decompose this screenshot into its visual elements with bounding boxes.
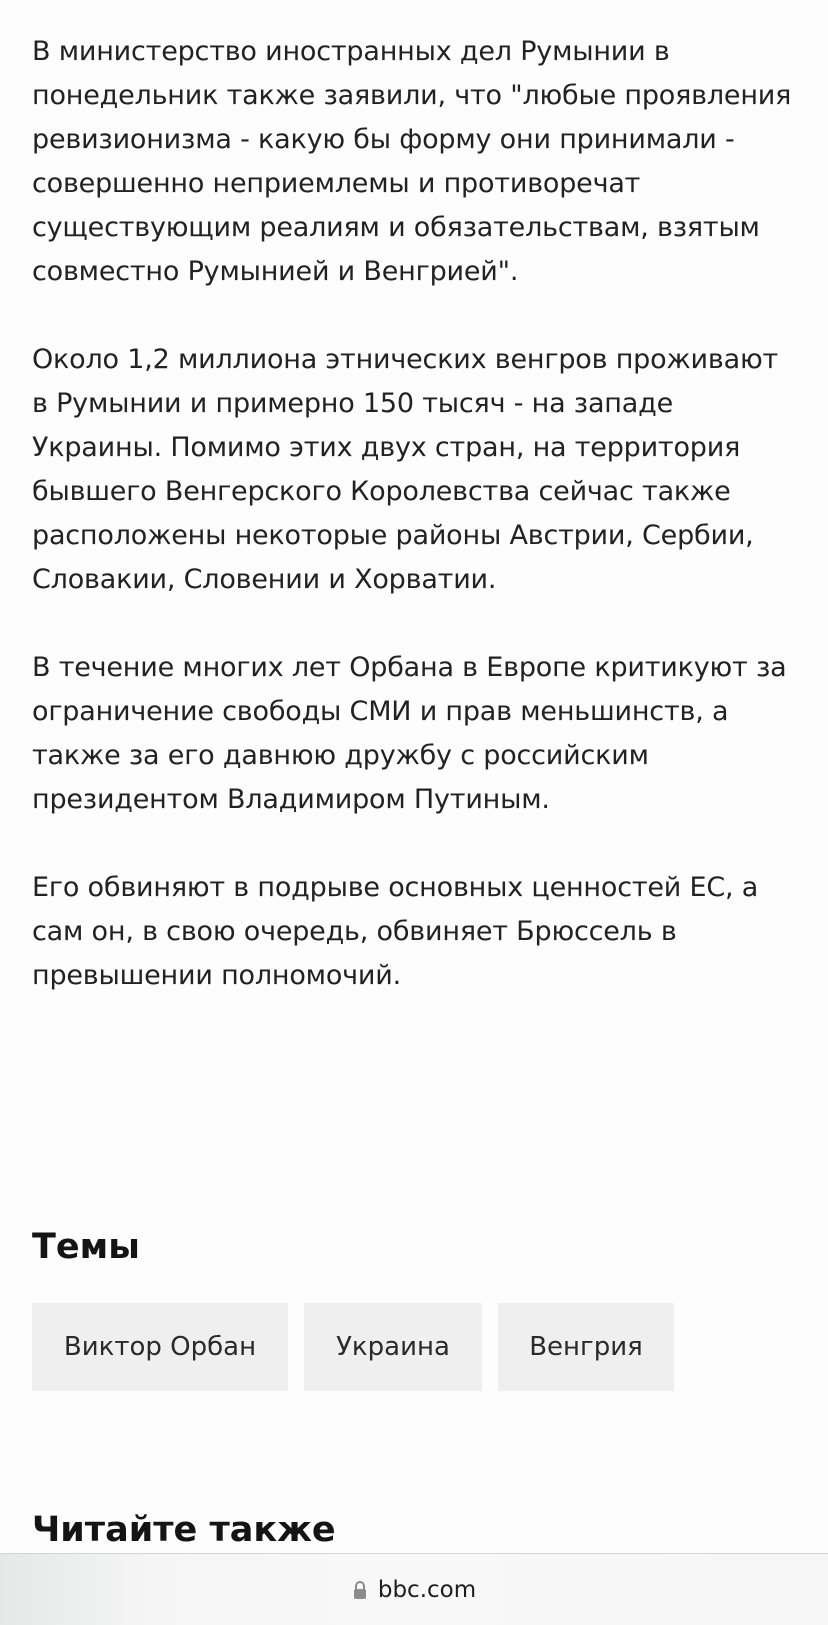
browser-address-bar[interactable] — [0, 1553, 828, 1625]
topics-heading: Темы — [32, 1227, 140, 1267]
topics-list — [32, 1303, 674, 1391]
article-body — [32, 30, 802, 1042]
article-paragraph: В министерство иностранных дел Румынии в понедельник также заявили, что "любые проявления ревизионизма - какую бы форму они принимали - совершенно неприемлемы и противоречат существующим реалиям и обязательствам, взятым совместно Румынией и Венгрией". — [32, 36, 792, 287]
read-also-heading: Читайте также — [32, 1510, 336, 1550]
topic-tag-ukraine[interactable]: Украина — [304, 1303, 482, 1391]
address-display[interactable] — [0, 1554, 828, 1625]
topic-tag-hungary[interactable]: Венгрия — [498, 1303, 674, 1391]
url-text: bbc.com — [377, 1577, 477, 1603]
article-paragraph: Его обвиняют в подрыве основных ценностей ЕС, а сам он, в свою очередь, обвиняет Брюссель в превышении полномочий. — [32, 872, 759, 991]
article-paragraph: Около 1,2 миллиона этнических венгров проживают в Румынии и примерно 150 тысяч - на западе Украины. Помимо этих двух стран, на территория бывшего Венгерского Королевства сейчас также расположены некоторые районы Австрии, Сербии, Словакии, Словении и Хорватии. — [32, 344, 779, 595]
article-paragraph: В течение многих лет Орбана в Европе критикуют за ограничение свободы СМИ и прав меньшинств, а также за его давнюю дружбу с российским президентом Владимиром Путиным. — [32, 652, 787, 815]
topic-tag-viktor-orban[interactable]: Виктор Орбан — [32, 1303, 288, 1391]
lock-icon — [352, 1580, 368, 1600]
